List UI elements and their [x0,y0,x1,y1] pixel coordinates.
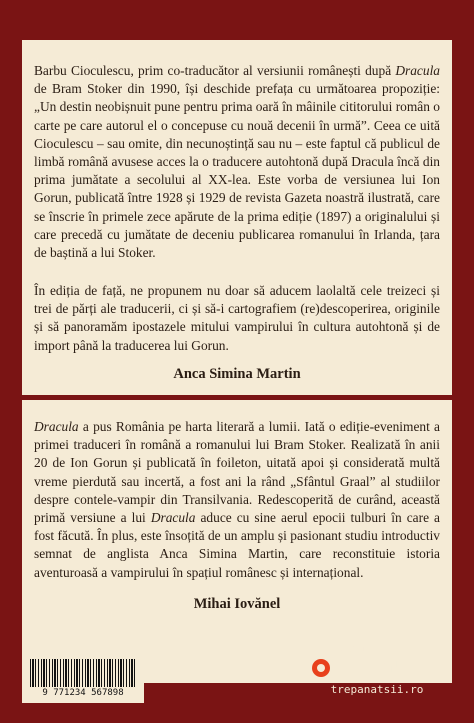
blurb-book-title-1: Dracula [34,419,79,434]
recommendation [302,640,452,696]
brand-name: TREPANATSII [332,659,443,676]
cover-footer [22,608,452,708]
blurb-author: Mihai Iovănel [193,596,281,612]
preface-paragraph-1 [34,62,440,262]
preface-paragraph-2: În ediția de față, ne propunem nu doar să aducem laolaltă cele treizeci și trei de părți ale traducerii, ci și să-i cartografiem (re)descoperirea, originile și să panoramăm ipostazele mitului vampirului în cultura autohtonă și de import până la traducerea lui Gorun. [34,283,440,353]
barcode-number: 9 771234 567898 [42,688,124,698]
trepanatsii-logo-icon [312,659,330,677]
blurb-text-b: aduce cu sine aerul epocii tulburi în care a fost făcută. În plus, este însoțită de un amplu și pasionant studiu introductiv semnat de anglista Anca Simina Martin, care reconstituie istoria aventuroasă a vampirului în spațiul românesc și internațional. [34,510,440,580]
isbn-barcode [22,653,144,703]
preface-author: Anca Simina Martin [173,366,301,382]
preface-panel [22,40,452,395]
preface-book-title: Dracula [395,63,440,78]
barcode-bars [30,659,136,687]
brand-url: trepanatsii.ro [330,683,424,696]
preface-text-b: de Bram Stoker din 1990, își deschide prefața cu următoarea propoziție: „Un destin neobișnuit pune pentru prima oară în mâinile cititorului român o carte pe care autorul el o concepuse cu nouă decenii în urmă”. Ceea ce uită Cioculescu – sau omite, din necunoștință sau nu – este faptul că publicul de limbă română avusese acces la o traducere autohtonă după Dracula încă din prima jumătate a secolului al XX-lea. Este vorba de versiunea lui Ion Gorun, publicată între 1928 și 1929 de revista Gazeta noastră ilustrată, care se înscrie în primele zece apărute de la prima ediție (1897) a originalului și care precedă cu jumătate de deceniu publicarea romanului în Irlanda, țara de baștină a lui Stoker. [34,81,440,261]
preface-text-a: Barbu Cioculescu, prim co-traducător al versiunii românești după [34,63,396,78]
brand-logo [312,659,443,677]
recommend-label: Recomandat de [330,640,424,656]
blurb-book-title-2: Dracula [150,510,196,526]
blurb-text-a: a pus România pe harta literară a lumii. Iată o ediție-eveniment a primei traduceri în română a romanului lui Bram Stoker. Realizată în anii 20 de Ion Gorun și publicată în foileton, uitată apoi și considerată multă vreme pierdută sau incertă, a fost ani la rând „Sfântul Graal” al studiilor despre contele-vampir din Transilvania. Redescoperită de curând, această primă versiune a lui [34,419,440,526]
blurb-paragraph [34,418,440,582]
